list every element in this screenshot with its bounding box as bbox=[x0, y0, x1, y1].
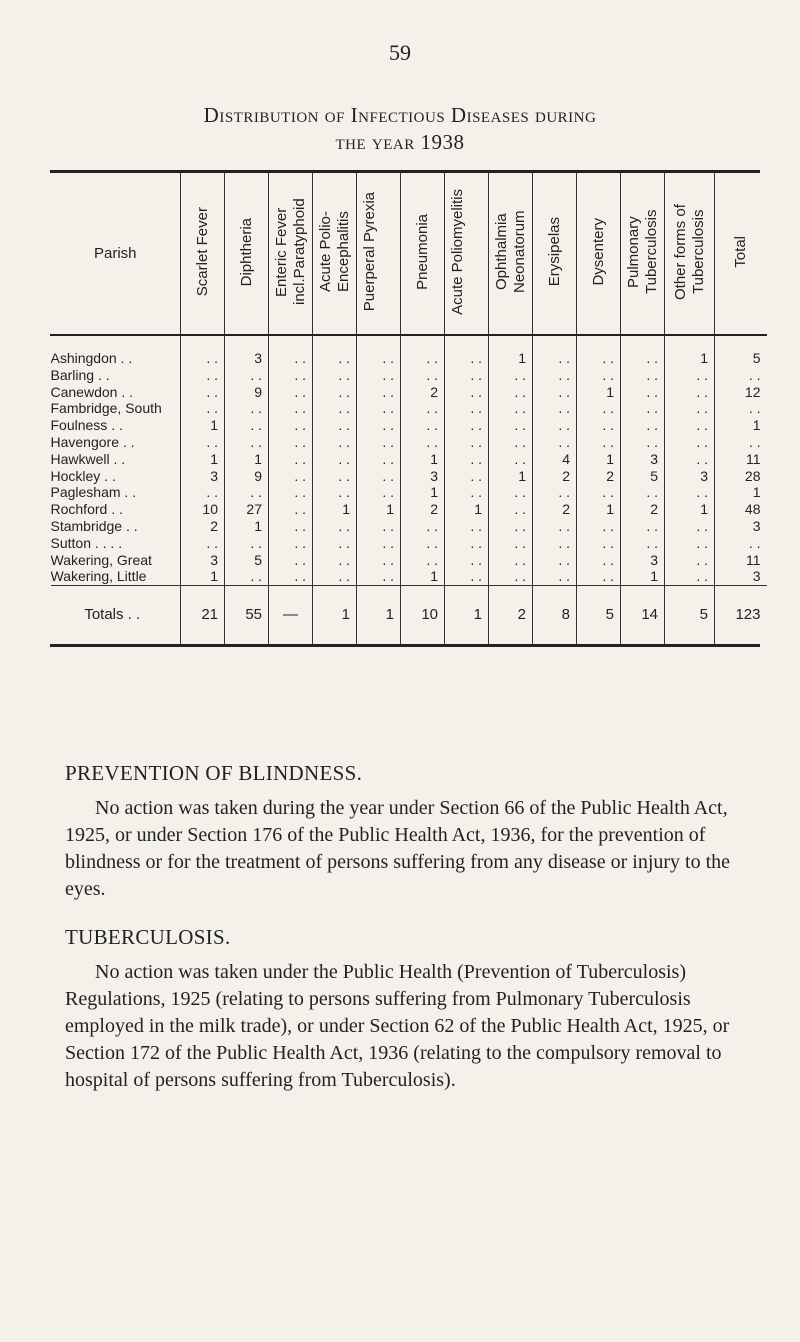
table-cell: 5 bbox=[715, 335, 767, 367]
table-cell: . . bbox=[269, 518, 313, 535]
column-header bbox=[313, 173, 357, 334]
table-cell: . . bbox=[269, 400, 313, 417]
table-cell: . . bbox=[445, 484, 489, 501]
total-cell: 5 bbox=[577, 586, 621, 645]
totals-row bbox=[51, 586, 767, 645]
column-header-label: Erysipelas bbox=[545, 217, 563, 287]
parish-name: Havengore . . bbox=[50, 433, 135, 450]
table-cell: . . bbox=[533, 568, 577, 585]
table-cell: 2 bbox=[181, 518, 225, 535]
table-cell: . . bbox=[181, 484, 225, 501]
parish-name: Sutton . . . . bbox=[50, 534, 123, 551]
table-cell: 1 bbox=[577, 501, 621, 518]
total-cell: 10 bbox=[401, 586, 445, 645]
table-cell: . . bbox=[621, 400, 665, 417]
table-cell: 1 bbox=[401, 451, 445, 468]
table-cell: . . bbox=[269, 501, 313, 518]
column-header bbox=[181, 173, 225, 334]
table-cell: . . bbox=[269, 535, 313, 552]
table-cell: 1 bbox=[225, 451, 269, 468]
table-cell: . . bbox=[357, 417, 401, 434]
table-cell: . . bbox=[269, 367, 313, 384]
table-cell: 10 bbox=[181, 501, 225, 518]
table-cell: 2 bbox=[533, 468, 577, 485]
table-cell: 3 bbox=[715, 568, 767, 585]
table-cell: . . bbox=[401, 335, 445, 367]
column-header bbox=[533, 173, 577, 334]
table-body bbox=[51, 335, 767, 586]
column-header bbox=[715, 173, 767, 334]
parish-name: Fambridge, South bbox=[50, 400, 162, 417]
table-cell: 1 bbox=[401, 484, 445, 501]
table-cell: . . bbox=[577, 535, 621, 552]
table-cell: . . bbox=[577, 335, 621, 367]
table-cell: 1 bbox=[665, 501, 715, 518]
table-cell: . . bbox=[533, 518, 577, 535]
table-cell: . . bbox=[313, 552, 357, 569]
parish-name: Barling . . bbox=[50, 366, 110, 383]
table-cell: . . bbox=[715, 434, 767, 451]
table-cell: . . bbox=[445, 367, 489, 384]
table-cell: . . bbox=[577, 552, 621, 569]
column-header-label: Dysentery bbox=[589, 218, 607, 286]
section-text: No action was taken during the year under Section 66 of the Public Health Act, 1925, or under Section 176 of the Public Health Act, 1936, for the prevention of blindness or for the treatment of persons suffering from any disease or injury to the eyes. bbox=[65, 797, 731, 900]
column-header-label: Pulmonary Tuberculosis bbox=[624, 209, 660, 295]
table-cell: . . bbox=[225, 568, 269, 585]
column-header-label: Total bbox=[731, 236, 749, 268]
table-row bbox=[51, 400, 767, 417]
table-cell: . . bbox=[181, 535, 225, 552]
table-cell: . . bbox=[313, 568, 357, 585]
table-cell: 1 bbox=[715, 417, 767, 434]
table-cell: . . bbox=[665, 552, 715, 569]
table-cell: . . bbox=[445, 552, 489, 569]
table-cell: . . bbox=[313, 367, 357, 384]
table-cell: . . bbox=[533, 367, 577, 384]
table-cell: 11 bbox=[715, 552, 767, 569]
total-cell: 2 bbox=[489, 586, 533, 645]
table-cell: . . bbox=[489, 484, 533, 501]
table-cell: . . bbox=[401, 518, 445, 535]
table-cell: . . bbox=[665, 400, 715, 417]
column-header-label: Diphtheria bbox=[237, 217, 255, 287]
column-header bbox=[577, 173, 621, 334]
column-header-label: Puerperal Pyrexia bbox=[360, 192, 378, 312]
table-cell: . . bbox=[665, 484, 715, 501]
table-cell: . . bbox=[533, 552, 577, 569]
table-cell: 1 bbox=[577, 451, 621, 468]
table-cell: . . bbox=[181, 400, 225, 417]
parish-name: Wakering, Great bbox=[50, 551, 152, 568]
table-cell: 5 bbox=[621, 468, 665, 485]
table-cell: 1 bbox=[401, 568, 445, 585]
table-cell: . . bbox=[269, 434, 313, 451]
table-cell: . . bbox=[533, 417, 577, 434]
total-cell: 1 bbox=[445, 586, 489, 645]
table-cell: . . bbox=[445, 518, 489, 535]
table-cell: 1 bbox=[665, 335, 715, 367]
table-cell: . . bbox=[269, 568, 313, 585]
table-cell: 48 bbox=[715, 501, 767, 518]
table-cell: 1 bbox=[357, 501, 401, 518]
table-cell: 1 bbox=[445, 501, 489, 518]
section-text: No action was taken under the Public Health (Prevention of Tuberculosis) Regulations, 1925 (relating to persons suffering from Pulmonary Tuberculosis employed in the milk trade), or under Section 62 of the Public Health Act, 1925, or Section 172 of the Public Health Act, 1936 (relating to the compulsory removal to hospital of persons suffering from Tuberculosis). bbox=[65, 961, 730, 1091]
totals-label: Totals . . bbox=[51, 586, 181, 645]
table-cell: . . bbox=[577, 400, 621, 417]
title-line-2: the year 1938 bbox=[335, 130, 465, 155]
table-cell: . . bbox=[357, 335, 401, 367]
table-cell: . . bbox=[357, 367, 401, 384]
table-cell: 2 bbox=[621, 501, 665, 518]
table-cell: 11 bbox=[715, 451, 767, 468]
table-row bbox=[51, 518, 767, 535]
table-cell: 1 bbox=[225, 518, 269, 535]
table-cell: . . bbox=[401, 367, 445, 384]
column-header bbox=[489, 173, 533, 334]
parish-name: Paglesham . . bbox=[50, 484, 137, 501]
table-cell: . . bbox=[269, 484, 313, 501]
table-cell: . . bbox=[665, 434, 715, 451]
table-cell: 1 bbox=[489, 335, 533, 367]
table-cell: . . bbox=[225, 417, 269, 434]
table-cell: . . bbox=[489, 568, 533, 585]
table-cell: 1 bbox=[489, 468, 533, 485]
table-cell: . . bbox=[401, 434, 445, 451]
total-cell: 5 bbox=[665, 586, 715, 645]
table-cell: . . bbox=[269, 552, 313, 569]
table-cell: . . bbox=[489, 400, 533, 417]
table-cell: 12 bbox=[715, 384, 767, 401]
table-cell: 2 bbox=[401, 501, 445, 518]
table-cell: 1 bbox=[181, 568, 225, 585]
disease-table-container bbox=[50, 170, 760, 647]
page-title bbox=[0, 102, 800, 157]
table-cell: 1 bbox=[181, 417, 225, 434]
table-cell: . . bbox=[533, 400, 577, 417]
table-row bbox=[51, 501, 767, 518]
table-cell: 3 bbox=[715, 518, 767, 535]
table-cell: . . bbox=[357, 400, 401, 417]
table-row bbox=[51, 451, 767, 468]
parish-name: Foulness . . bbox=[50, 417, 123, 434]
table-cell: . . bbox=[665, 384, 715, 401]
table-cell: . . bbox=[665, 568, 715, 585]
column-header-label: Acute Poliomyelitis bbox=[448, 189, 466, 315]
table-cell: . . bbox=[357, 568, 401, 585]
table-cell: . . bbox=[577, 417, 621, 434]
table-cell: 9 bbox=[225, 468, 269, 485]
table-cell: . . bbox=[313, 468, 357, 485]
tuberculosis-section bbox=[65, 924, 745, 1094]
table-cell: . . bbox=[225, 367, 269, 384]
table-cell: . . bbox=[533, 384, 577, 401]
total-cell: 55 bbox=[225, 586, 269, 645]
table-cell: 28 bbox=[715, 468, 767, 485]
table-cell: . . bbox=[401, 535, 445, 552]
parish-name: Canewdon . . bbox=[50, 383, 133, 400]
table-cell: . . bbox=[401, 552, 445, 569]
table-cell: . . bbox=[269, 468, 313, 485]
table-cell: . . bbox=[401, 400, 445, 417]
table-cell: . . bbox=[181, 367, 225, 384]
table-cell: . . bbox=[445, 535, 489, 552]
column-header-label: Scarlet Fever bbox=[193, 207, 211, 297]
total-cell: 1 bbox=[313, 586, 357, 645]
column-header bbox=[665, 173, 715, 334]
total-cell: 8 bbox=[533, 586, 577, 645]
table-cell: . . bbox=[225, 400, 269, 417]
table-cell: . . bbox=[445, 335, 489, 367]
table-cell: . . bbox=[357, 518, 401, 535]
table-cell: . . bbox=[225, 484, 269, 501]
table-cell: . . bbox=[489, 417, 533, 434]
table-cell: . . bbox=[313, 335, 357, 367]
table-cell: . . bbox=[357, 484, 401, 501]
prevention-of-blindness-section bbox=[65, 760, 745, 903]
table-bottom-rule bbox=[50, 644, 760, 647]
column-header-label: Pneumonia bbox=[413, 214, 431, 290]
table-cell: . . bbox=[577, 367, 621, 384]
column-header-label: Ophthalmia Neonatorum bbox=[492, 210, 528, 294]
table-cell: . . bbox=[533, 484, 577, 501]
table-cell: . . bbox=[489, 451, 533, 468]
table-cell: . . bbox=[621, 434, 665, 451]
table-row bbox=[51, 434, 767, 451]
table-cell: . . bbox=[269, 384, 313, 401]
column-header bbox=[401, 173, 445, 334]
table-cell: . . bbox=[357, 552, 401, 569]
table-cell: 3 bbox=[225, 335, 269, 367]
table-cell: . . bbox=[621, 335, 665, 367]
parish-header: Parish bbox=[93, 245, 137, 262]
section-heading: PREVENTION OF BLINDNESS. bbox=[65, 761, 363, 785]
table-cell: 2 bbox=[401, 384, 445, 401]
total-cell: 123 bbox=[715, 586, 767, 645]
title-line-1: Distribution of Infectious Diseases during bbox=[203, 103, 597, 127]
table-cell: . . bbox=[489, 535, 533, 552]
table-row bbox=[51, 384, 767, 401]
table-cell: . . bbox=[489, 367, 533, 384]
parish-name: Hockley . . bbox=[50, 467, 116, 484]
table-cell: . . bbox=[621, 518, 665, 535]
table-row bbox=[51, 417, 767, 434]
table-cell: 1 bbox=[715, 484, 767, 501]
table-cell: 3 bbox=[621, 451, 665, 468]
table-cell: 1 bbox=[181, 451, 225, 468]
table-cell: 2 bbox=[577, 468, 621, 485]
table-cell: . . bbox=[313, 484, 357, 501]
table-cell: . . bbox=[225, 535, 269, 552]
table-cell: 2 bbox=[533, 501, 577, 518]
table-cell: . . bbox=[577, 484, 621, 501]
table-cell: . . bbox=[621, 535, 665, 552]
column-header bbox=[357, 173, 401, 334]
table-cell: . . bbox=[715, 367, 767, 384]
disease-table bbox=[50, 173, 767, 644]
column-header-label: Enteric Fever incl.Paratyphoid bbox=[272, 198, 308, 306]
table-cell: . . bbox=[577, 434, 621, 451]
table-cell: . . bbox=[715, 535, 767, 552]
table-cell: . . bbox=[577, 518, 621, 535]
table-cell: 9 bbox=[225, 384, 269, 401]
table-cell: . . bbox=[621, 367, 665, 384]
table-cell: 5 bbox=[225, 552, 269, 569]
table-row bbox=[51, 535, 767, 552]
table-cell: . . bbox=[269, 451, 313, 468]
table-cell: . . bbox=[665, 367, 715, 384]
table-row bbox=[51, 468, 767, 485]
column-header bbox=[445, 173, 489, 334]
table-row bbox=[51, 367, 767, 384]
table-cell: . . bbox=[313, 384, 357, 401]
table-cell: . . bbox=[313, 451, 357, 468]
table-cell: . . bbox=[357, 451, 401, 468]
table-cell: . . bbox=[489, 501, 533, 518]
table-cell: . . bbox=[313, 417, 357, 434]
table-cell: . . bbox=[181, 335, 225, 367]
total-cell: — bbox=[269, 586, 313, 645]
table-cell: . . bbox=[533, 434, 577, 451]
table-cell: . . bbox=[665, 518, 715, 535]
table-row bbox=[51, 552, 767, 569]
column-header-label: Acute Polio-Encephalitis bbox=[316, 211, 352, 293]
table-cell: . . bbox=[621, 484, 665, 501]
table-cell: . . bbox=[269, 417, 313, 434]
table-cell: . . bbox=[401, 417, 445, 434]
table-cell: 1 bbox=[621, 568, 665, 585]
table-cell: . . bbox=[269, 335, 313, 367]
table-cell: . . bbox=[715, 400, 767, 417]
section-heading: TUBERCULOSIS. bbox=[65, 925, 231, 949]
table-cell: . . bbox=[313, 434, 357, 451]
total-cell: 1 bbox=[357, 586, 401, 645]
table-cell: . . bbox=[489, 384, 533, 401]
table-cell: . . bbox=[577, 568, 621, 585]
table-cell: . . bbox=[357, 468, 401, 485]
table-cell: 3 bbox=[401, 468, 445, 485]
table-cell: . . bbox=[445, 434, 489, 451]
table-cell: . . bbox=[313, 518, 357, 535]
table-cell: . . bbox=[225, 434, 269, 451]
table-cell: . . bbox=[445, 400, 489, 417]
total-cell: 21 bbox=[181, 586, 225, 645]
table-cell: . . bbox=[665, 451, 715, 468]
table-cell: . . bbox=[313, 400, 357, 417]
table-row bbox=[51, 484, 767, 501]
table-cell: . . bbox=[489, 552, 533, 569]
table-cell: . . bbox=[313, 535, 357, 552]
table-cell: 4 bbox=[533, 451, 577, 468]
column-header bbox=[621, 173, 665, 334]
page-number: 59 bbox=[389, 40, 411, 65]
parish-name: Hawkwell . . bbox=[50, 450, 126, 467]
parish-name: Wakering, Little bbox=[50, 568, 147, 585]
table-cell: . . bbox=[533, 335, 577, 367]
table-cell: 3 bbox=[181, 552, 225, 569]
table-cell: . . bbox=[445, 417, 489, 434]
table-cell: 3 bbox=[665, 468, 715, 485]
table-cell: 1 bbox=[313, 501, 357, 518]
table-cell: . . bbox=[665, 535, 715, 552]
total-cell: 14 bbox=[621, 586, 665, 645]
table-cell: . . bbox=[357, 384, 401, 401]
table-cell: . . bbox=[621, 384, 665, 401]
header-row bbox=[51, 173, 767, 334]
table-cell: . . bbox=[445, 568, 489, 585]
parish-name: Stambridge . . bbox=[50, 517, 138, 534]
table-cell: . . bbox=[533, 535, 577, 552]
table-cell: . . bbox=[489, 434, 533, 451]
table-cell: . . bbox=[445, 468, 489, 485]
table-cell: . . bbox=[621, 417, 665, 434]
column-header bbox=[269, 173, 313, 334]
table-cell: 27 bbox=[225, 501, 269, 518]
table-cell: . . bbox=[665, 417, 715, 434]
table-cell: 3 bbox=[181, 468, 225, 485]
table-cell: . . bbox=[181, 434, 225, 451]
table-cell: . . bbox=[357, 535, 401, 552]
table-cell: . . bbox=[181, 384, 225, 401]
table-row bbox=[51, 568, 767, 585]
table-cell: . . bbox=[445, 384, 489, 401]
parish-name: Rochford . . bbox=[50, 501, 123, 518]
column-header-label: Other forms of Tuberculosis bbox=[671, 204, 707, 300]
column-header bbox=[225, 173, 269, 334]
table-cell: . . bbox=[445, 451, 489, 468]
parish-name: Ashingdon . . bbox=[50, 350, 133, 366]
table-cell: 1 bbox=[577, 384, 621, 401]
table-row bbox=[51, 335, 767, 367]
table-cell: . . bbox=[489, 518, 533, 535]
table-cell: . . bbox=[357, 434, 401, 451]
table-cell: 3 bbox=[621, 552, 665, 569]
